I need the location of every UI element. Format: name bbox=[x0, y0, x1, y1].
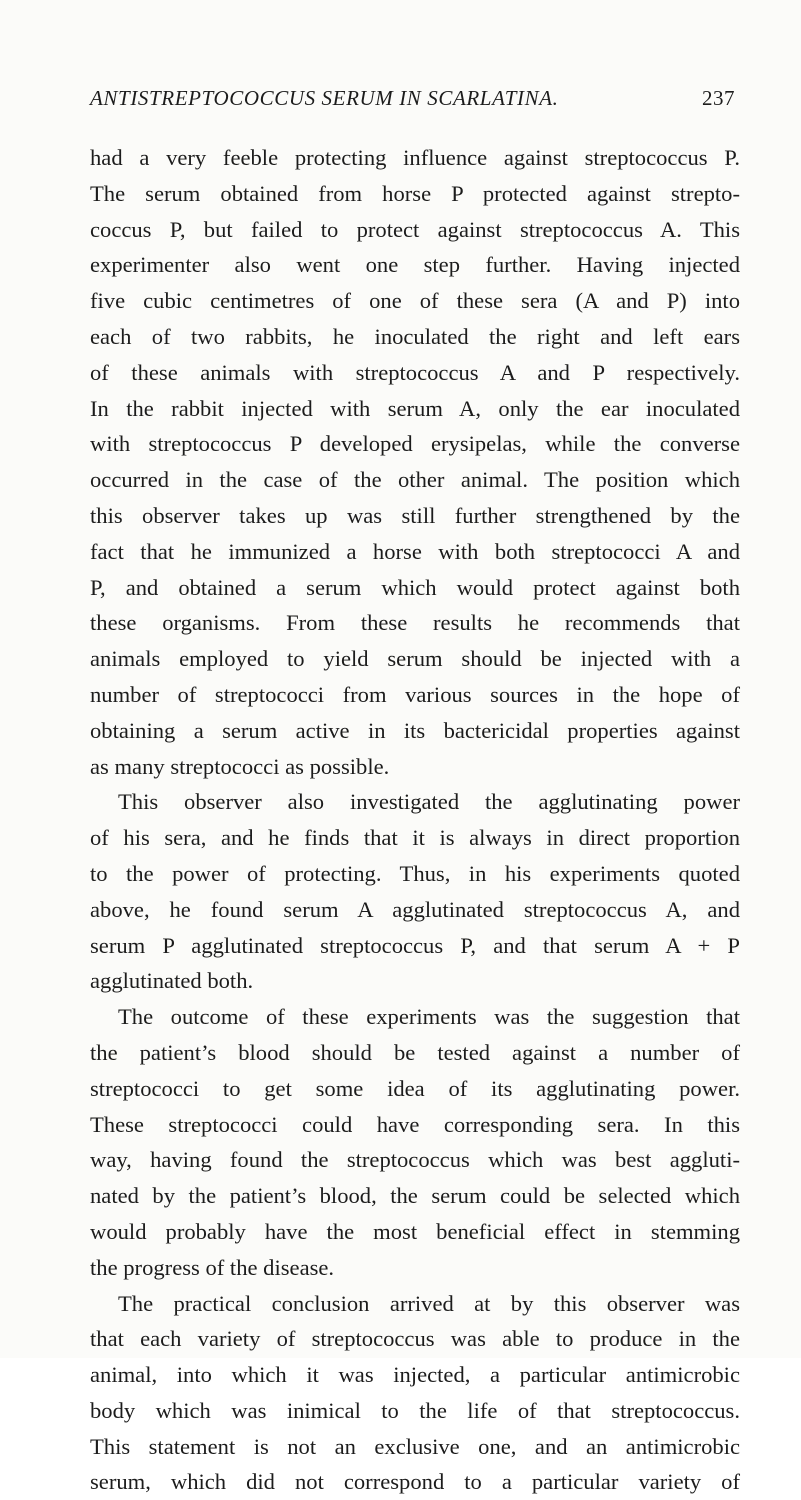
text-line: above, he found serum A agglutinated streptococcus A, and bbox=[90, 896, 740, 922]
text-line: five cubic centimetres of one of these sera (A and P) into bbox=[90, 288, 740, 314]
text-line: In the rabbit injected with serum A, only the ear inoculated bbox=[90, 395, 740, 421]
running-title: ANTISTREPTOCOCCUS SERUM IN SCARLATINA. bbox=[90, 86, 559, 110]
text-line: with streptococcus P developed erysipelas, while the converse bbox=[90, 431, 740, 457]
text-line: number of streptococci from various sources in the hope of bbox=[90, 681, 740, 707]
text-line: to the power of protecting. Thus, in his experiments quoted bbox=[90, 860, 740, 886]
text-line: the progress of the disease. bbox=[90, 1254, 335, 1280]
text-line: streptococci to get some idea of its agglutinating power. bbox=[90, 1075, 740, 1101]
text-line: that each variety of streptococcus was able to produce in the bbox=[90, 1326, 740, 1352]
running-head bbox=[90, 86, 735, 116]
text-line: The practical conclusion arrived at by this observer was bbox=[118, 1290, 740, 1316]
text-line: way, having found the streptococcus which was best aggluti- bbox=[90, 1147, 740, 1173]
text-line: these organisms. From these results he recommends that bbox=[90, 610, 740, 636]
text-line: agglutinated both. bbox=[90, 968, 254, 994]
text-line: serum P agglutinated streptococcus P, and that serum A + P bbox=[90, 932, 740, 958]
text-line: the patient’s blood should be tested against a number of bbox=[90, 1039, 740, 1065]
text-line: This observer also investigated the agglutinating power bbox=[118, 789, 740, 815]
text-line: of these animals with streptococcus A and P respectively. bbox=[90, 359, 740, 385]
text-line: coccus P, but failed to protect against streptococcus A. This bbox=[90, 216, 740, 242]
text-line: experimenter also went one step further. Having injected bbox=[90, 252, 740, 278]
page-number: 237 bbox=[702, 86, 735, 110]
text-line: nated by the patient’s blood, the serum could be selected which bbox=[90, 1183, 740, 1209]
text-line: body which was inimical to the life of that streptococcus. bbox=[90, 1397, 740, 1423]
text-line: occurred in the case of the other animal. The position which bbox=[90, 467, 740, 493]
text-line: The serum obtained from horse P protected against strepto- bbox=[90, 180, 740, 206]
text-line: of his sera, and he finds that it is always in direct proportion bbox=[90, 825, 740, 851]
text-line: each of two rabbits, he inoculated the right and left ears bbox=[90, 323, 740, 349]
text-line: obtaining a serum active in its bactericidal properties against bbox=[90, 717, 740, 743]
text-line: had a very feeble protecting influence against streptococcus P. bbox=[90, 145, 740, 170]
text-line: The outcome of these experiments was the suggestion that bbox=[118, 1004, 740, 1030]
body-text bbox=[90, 140, 740, 1500]
text-line: as many streptococci as possible. bbox=[90, 753, 390, 779]
text-line: This statement is not an exclusive one, and an antimicrobic bbox=[90, 1433, 740, 1459]
text-line: would probably have the most beneficial effect in stemming bbox=[90, 1218, 740, 1244]
text-line: fact that he immunized a horse with both streptococci A and bbox=[90, 538, 740, 564]
text-line: These streptococci could have corresponding sera. In this bbox=[90, 1111, 740, 1137]
text-line: this observer takes up was still further strengthened by the bbox=[90, 502, 740, 528]
text-line: animals employed to yield serum should be injected with a bbox=[90, 646, 740, 672]
text-line: serum, which did not correspond to a particular variety of bbox=[90, 1469, 740, 1495]
text-line: P, and obtained a serum which would protect against both bbox=[90, 574, 740, 600]
text-line: animal, into which it was injected, a particular antimicrobic bbox=[90, 1362, 740, 1388]
